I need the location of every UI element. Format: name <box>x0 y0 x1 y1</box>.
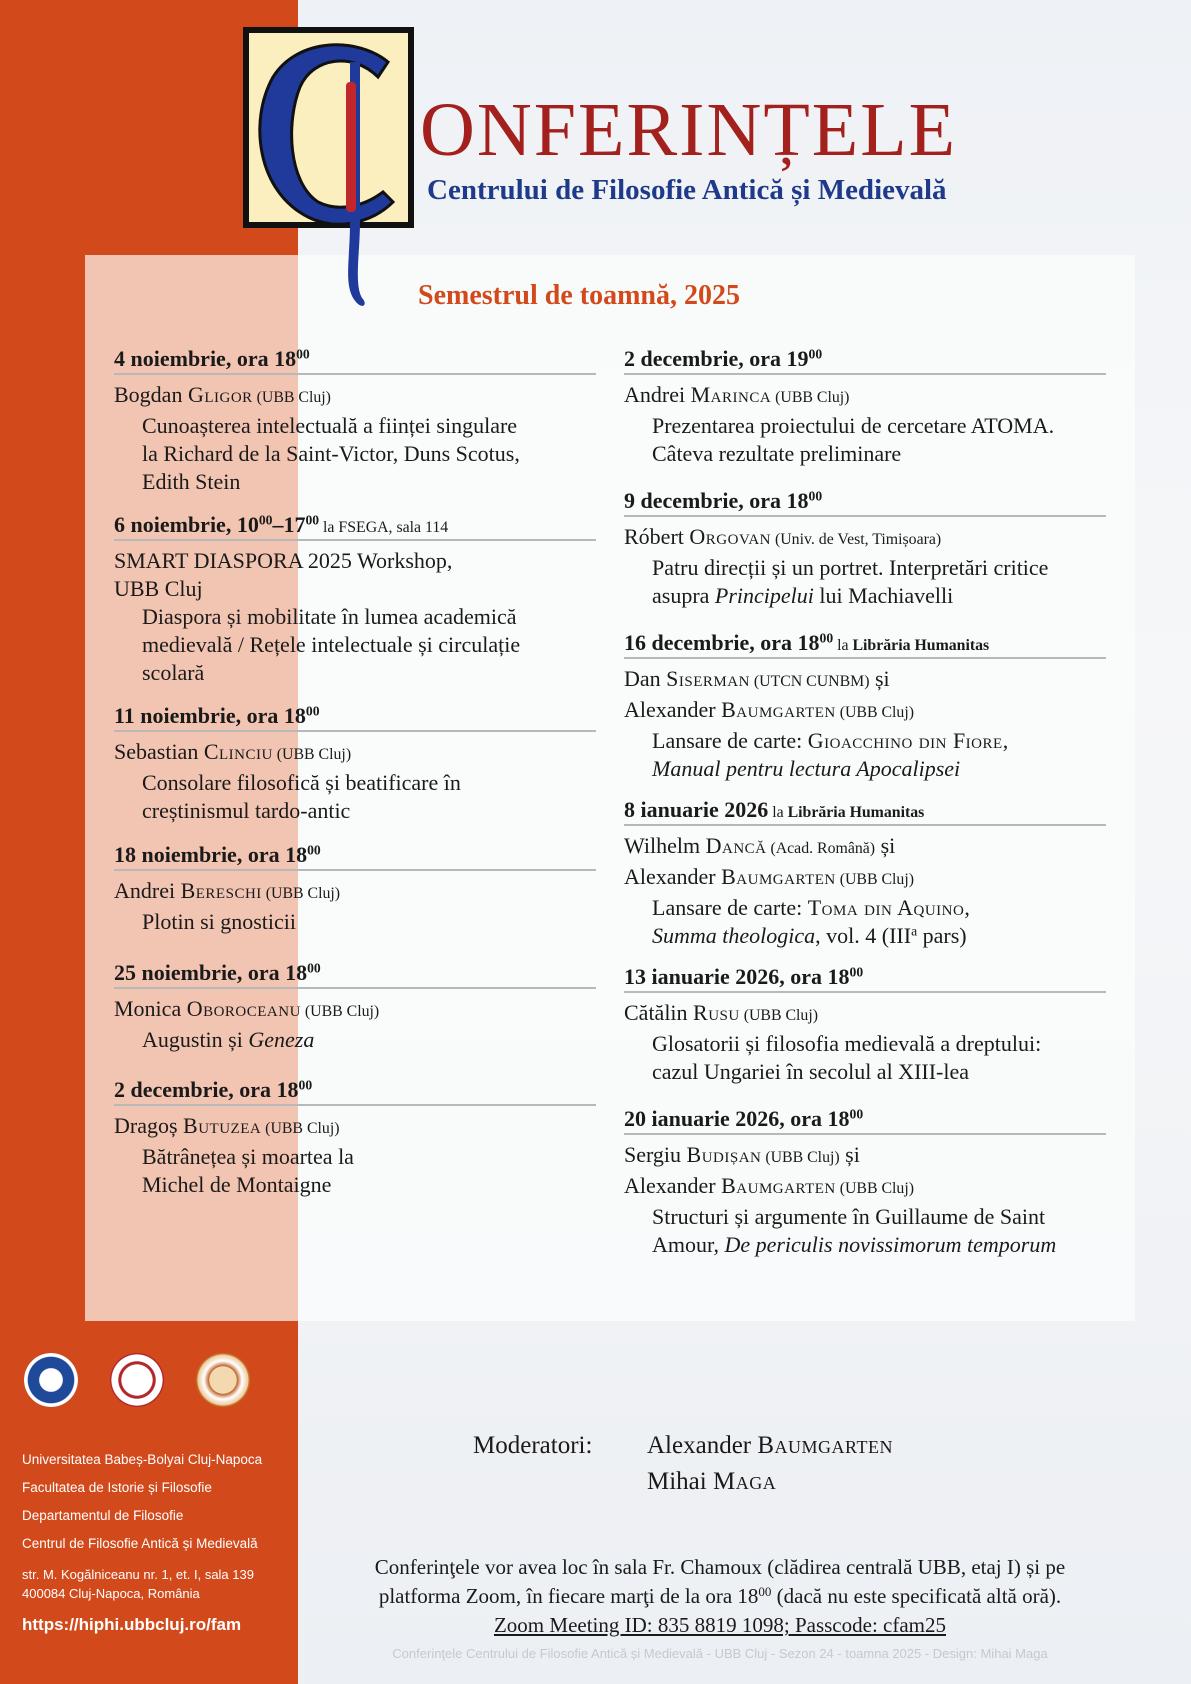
text-segment: Alexander <box>624 697 722 722</box>
event-title <box>114 468 596 496</box>
text-segment: Bogdan <box>114 382 188 407</box>
event <box>624 796 1106 950</box>
credits: Conferinţele Centrului de Filosofie Antică și Medievală - UBB Cluj - Sezon 24 - toamna 2025 - Design: Mihai Maga <box>392 1646 1048 1661</box>
venue-info <box>320 1553 1120 1640</box>
event-title <box>624 412 1106 440</box>
text-segment: UBB Cluj <box>114 576 203 601</box>
event-speaker <box>624 832 1106 863</box>
text-segment: Plotin si gnosticii <box>142 909 297 934</box>
text-segment: pars) <box>917 923 967 948</box>
moderator-name <box>647 1432 893 1460</box>
website-link[interactable]: https://hiphi.ubbcluj.ro/fam <box>22 1615 242 1634</box>
text-segment: la FSEGA, sala 114 <box>319 519 449 536</box>
event-title <box>114 440 596 468</box>
text-segment: Andrei <box>624 382 691 407</box>
ubb-logo <box>24 1353 78 1407</box>
text-segment: Edith Stein <box>142 469 241 494</box>
text-segment: Principelui <box>714 583 814 608</box>
text-segment: (UBB Cluj) <box>252 389 331 406</box>
event-title <box>114 631 596 659</box>
text-segment: Librăria Humanitas <box>852 637 990 654</box>
text-segment: Sebastian <box>114 739 204 764</box>
text-segment: Dan <box>624 666 667 691</box>
address-line: 400084 Cluj-Napoca, România <box>22 1586 200 1601</box>
event-speaker <box>624 1141 1106 1172</box>
event <box>114 511 596 687</box>
text-segment: 00 <box>307 960 321 976</box>
event-date-heading <box>114 511 596 541</box>
text-segment: (UBB Cluj) <box>771 389 850 406</box>
event-title <box>114 1171 596 1199</box>
text-segment: Baumgarten <box>721 1173 836 1198</box>
text-segment: SMART DIASPORA 2025 Workshop, <box>114 548 453 573</box>
text-segment: Siserman <box>666 666 750 691</box>
text-segment: 13 ianuarie 2026, ora 18 <box>624 964 850 989</box>
event-date-heading <box>114 841 596 871</box>
text-segment: Prezentarea proiectului de cercetare ATOMA. <box>652 413 1055 438</box>
text-segment: la <box>833 637 853 654</box>
event <box>624 487 1106 610</box>
text-segment: asupra <box>652 583 715 608</box>
text-segment: 00 <box>305 512 320 528</box>
address-line: str. M. Kogălniceanu nr. 1, et. I, sala 139 <box>22 1567 254 1582</box>
event-title <box>114 797 596 825</box>
text-segment: 18 noiembrie, ora 18 <box>114 842 308 867</box>
text-segment: Lansare de carte: <box>652 728 808 753</box>
last-name: Baumgarten <box>757 1432 893 1459</box>
text-segment: Dragoș <box>114 1113 184 1138</box>
event <box>114 959 596 1054</box>
text-segment: Cunoașterea intelectuală a ființei singulare <box>142 413 518 438</box>
text-segment: 00 <box>808 346 823 362</box>
venue-text: platforma Zoom, în fiecare marţi de la ora 18 <box>378 1584 759 1608</box>
event-speaker <box>624 523 1106 554</box>
text-segment: Marinca <box>690 382 772 407</box>
text-segment: (UBB Cluj) <box>835 871 915 888</box>
text-segment: Summa theologica <box>652 923 816 948</box>
text-segment: Budișan <box>686 1142 762 1167</box>
text-segment: (UBB Cluj) <box>761 1149 840 1166</box>
text-segment: Wilhelm <box>624 833 706 858</box>
text-segment: 00 <box>307 842 321 858</box>
venue-line <box>320 1582 1120 1611</box>
text-segment: 00 <box>296 346 310 362</box>
affiliation-block <box>22 1452 262 1564</box>
event-speaker <box>624 665 1106 696</box>
event-title <box>624 554 1106 582</box>
event-speaker <box>114 575 596 603</box>
text-segment: Gioacchino din Fiore <box>807 728 1003 753</box>
text-segment: –17 <box>272 512 306 537</box>
text-segment: Structuri și argumente în Guillaume de Saint <box>652 1204 1046 1229</box>
event-date-heading <box>624 1105 1106 1135</box>
faculty-logo <box>110 1353 164 1407</box>
text-segment: , <box>964 895 970 920</box>
text-segment: 11 noiembrie, ora 18 <box>114 703 306 728</box>
text-segment: Sergiu <box>624 1142 687 1167</box>
text-segment: Alexander <box>624 864 722 889</box>
text-segment: 00 <box>258 512 273 528</box>
text-segment: Michel de Montaigne <box>142 1172 332 1197</box>
event-title <box>114 659 596 687</box>
event <box>624 963 1106 1086</box>
event-date-heading <box>114 702 596 732</box>
text-segment: 2 decembrie, ora 18 <box>114 1077 299 1102</box>
text-segment: Dancă <box>705 833 767 858</box>
text-segment: Toma din Aquino <box>807 895 965 920</box>
text-segment: 00 <box>849 964 864 980</box>
poster-title: ONFERINȚELE <box>420 88 958 172</box>
event-title <box>624 1203 1106 1231</box>
text-segment: Cătălin <box>624 1000 694 1025</box>
affiliation-line: Universitatea Babeș-Bolyai Cluj-Napoca <box>22 1452 263 1467</box>
event <box>114 1076 596 1199</box>
text-segment: Orgovan <box>689 524 772 549</box>
text-segment: 16 decembrie, ora 18 <box>624 630 820 655</box>
text-segment: Diaspora și mobilitate în lumea academică <box>142 604 517 629</box>
text-segment: (UBB Cluj) <box>261 1120 340 1137</box>
text-segment: Monica <box>114 996 187 1021</box>
text-segment: Clinciu <box>203 739 273 764</box>
event-speaker <box>624 999 1106 1030</box>
text-segment: medievală / Rețele intelectuale și circulație <box>142 632 521 657</box>
event-title <box>624 1231 1106 1259</box>
text-segment: Andrei <box>114 878 181 903</box>
event-speaker <box>624 381 1106 412</box>
text-segment: la Richard de la Saint-Victor, Duns Scotus, <box>142 441 520 466</box>
event-speaker <box>624 696 1106 727</box>
event-date-heading <box>624 487 1106 517</box>
affiliation-line: Facultatea de Istorie și Filosofie <box>22 1480 212 1495</box>
event-date-heading <box>114 959 596 989</box>
event-title <box>624 922 1106 950</box>
text-segment: Câteva rezultate preliminare <box>652 441 902 466</box>
event <box>624 1105 1106 1259</box>
event-date-heading <box>624 345 1106 375</box>
event <box>114 841 596 936</box>
text-segment: Glosatorii și filosofia medievală a dreptului: <box>652 1031 1042 1056</box>
text-segment: Gligor <box>187 382 253 407</box>
text-segment: Baumgarten <box>721 864 836 889</box>
text-segment: 9 decembrie, ora 18 <box>624 488 809 513</box>
event <box>624 345 1106 468</box>
event-title <box>114 603 596 631</box>
text-segment: Oboroceanu <box>186 996 301 1021</box>
last-name: Maga <box>712 1468 777 1495</box>
venue-line: Conferinţele vor avea loc în sala Fr. Chamoux (clădirea centrală UBB, etaj I) și pe <box>374 1555 1066 1579</box>
event-title <box>114 1143 596 1171</box>
event-speaker <box>114 877 596 908</box>
time-superscript: 00 <box>758 1583 772 1599</box>
text-segment: (Acad. Română) <box>766 840 876 857</box>
text-segment: Librăria Humanitas <box>787 804 925 821</box>
illuminated-initial-c-logo <box>238 22 428 322</box>
text-segment: (UBB Cluj) <box>835 1180 915 1197</box>
text-segment: 4 noiembrie, ora 18 <box>114 346 297 371</box>
text-segment: Bătrânețea și moartea la <box>142 1144 354 1169</box>
event <box>114 345 596 496</box>
text-segment: 00 <box>819 630 834 646</box>
event-date-heading <box>114 1076 596 1106</box>
event-speaker <box>624 863 1106 894</box>
text-segment: a <box>911 923 918 939</box>
affiliation-line: Departamentul de Filosofie <box>22 1508 184 1523</box>
text-segment: și <box>875 833 896 858</box>
zoom-meeting-info[interactable]: Zoom Meeting ID: 835 8819 1098; Passcode: cfam25 <box>493 1613 946 1637</box>
event-speaker <box>114 1112 596 1143</box>
text-segment: 8 ianuarie 2026 <box>624 797 769 822</box>
text-segment: (UTCN CUNBM) <box>749 673 870 690</box>
text-segment: (UBB Cluj) <box>272 746 352 763</box>
event-title <box>624 755 1106 783</box>
poster-subtitle: Centrului de Filosofie Antică și Medievală <box>427 174 947 206</box>
event-speaker <box>114 995 596 1026</box>
text-segment: Geneza <box>248 1027 315 1052</box>
event-date-heading <box>624 629 1106 659</box>
event-speaker <box>624 1172 1106 1203</box>
text-segment: Amour, <box>652 1232 725 1257</box>
text-segment: și <box>839 1142 860 1167</box>
text-segment: De periculis novissimorum temporum <box>724 1232 1057 1257</box>
first-name: Alexander <box>647 1432 758 1459</box>
event-title <box>624 440 1106 468</box>
text-segment: Baumgarten <box>721 697 836 722</box>
event-speaker <box>114 547 596 575</box>
event-title <box>114 908 596 936</box>
text-segment: la <box>768 804 788 821</box>
event-title <box>114 769 596 797</box>
text-segment: 25 noiembrie, ora 18 <box>114 960 308 985</box>
text-segment: 00 <box>298 1077 313 1093</box>
text-segment: Lansare de carte: <box>652 895 808 920</box>
event-title <box>624 894 1106 922</box>
text-segment: cazul Ungariei în secolul al XIII-lea <box>652 1059 970 1084</box>
event-date-heading <box>114 345 596 375</box>
text-segment: (UBB Cluj) <box>300 1003 380 1020</box>
text-segment: Rusu <box>693 1000 740 1025</box>
event-title <box>624 1030 1106 1058</box>
event-title <box>624 727 1106 755</box>
text-segment: (Univ. de Vest, Timișoara) <box>771 531 942 548</box>
text-segment: lui Machiavelli <box>813 583 954 608</box>
text-segment: 00 <box>305 703 320 719</box>
text-segment: (UBB Cluj) <box>739 1007 819 1024</box>
text-segment: Róbert <box>624 524 690 549</box>
cfam-logo <box>196 1353 250 1407</box>
event-speaker <box>114 738 596 769</box>
moderator-name <box>647 1468 776 1496</box>
text-segment: Butuzea <box>183 1113 262 1138</box>
event-title <box>624 1058 1106 1086</box>
text-segment: 00 <box>849 1106 864 1122</box>
text-segment: Manual pentru lectura Apocalipsei <box>652 756 961 781</box>
text-segment: 6 noiembrie, 10 <box>114 512 259 537</box>
text-segment: creștinismul tardo-antic <box>142 798 351 823</box>
text-segment: 20 ianuarie 2026, ora 18 <box>624 1106 850 1131</box>
event-speaker <box>114 381 596 412</box>
venue-text: (dacă nu este specificată altă oră). <box>771 1584 1062 1608</box>
text-segment: Consolare filosofică și beatificare în <box>142 770 461 795</box>
text-segment: (UBB Cluj) <box>261 885 341 902</box>
event <box>114 702 596 825</box>
semester-label: Semestrul de toamnă, 2025 <box>418 280 740 311</box>
affiliation-line: Centrul de Filosofie Antică și Medievală <box>22 1536 258 1551</box>
text-segment: Augustin și <box>142 1027 249 1052</box>
text-segment: 00 <box>808 488 823 504</box>
event-title <box>114 1026 596 1054</box>
text-segment: (UBB Cluj) <box>835 704 915 721</box>
text-segment: 2 decembrie, ora 19 <box>624 346 809 371</box>
event-title <box>624 582 1106 610</box>
text-segment: , vol. 4 (III <box>815 923 912 948</box>
text-segment: Patru direcții și un portret. Interpretări critice <box>652 555 1049 580</box>
text-segment: Alexander <box>624 1173 722 1198</box>
first-name: Mihai <box>647 1468 713 1495</box>
event-date-heading <box>624 963 1106 993</box>
event-date-heading <box>624 796 1106 826</box>
event-title <box>114 412 596 440</box>
text-segment: Bereschi <box>180 878 262 903</box>
text-segment: , <box>1002 728 1009 753</box>
text-segment: scolară <box>142 660 205 685</box>
moderators-label: Moderatori: <box>473 1432 593 1459</box>
address <box>22 1565 254 1603</box>
text-segment: și <box>869 666 890 691</box>
event <box>624 629 1106 783</box>
